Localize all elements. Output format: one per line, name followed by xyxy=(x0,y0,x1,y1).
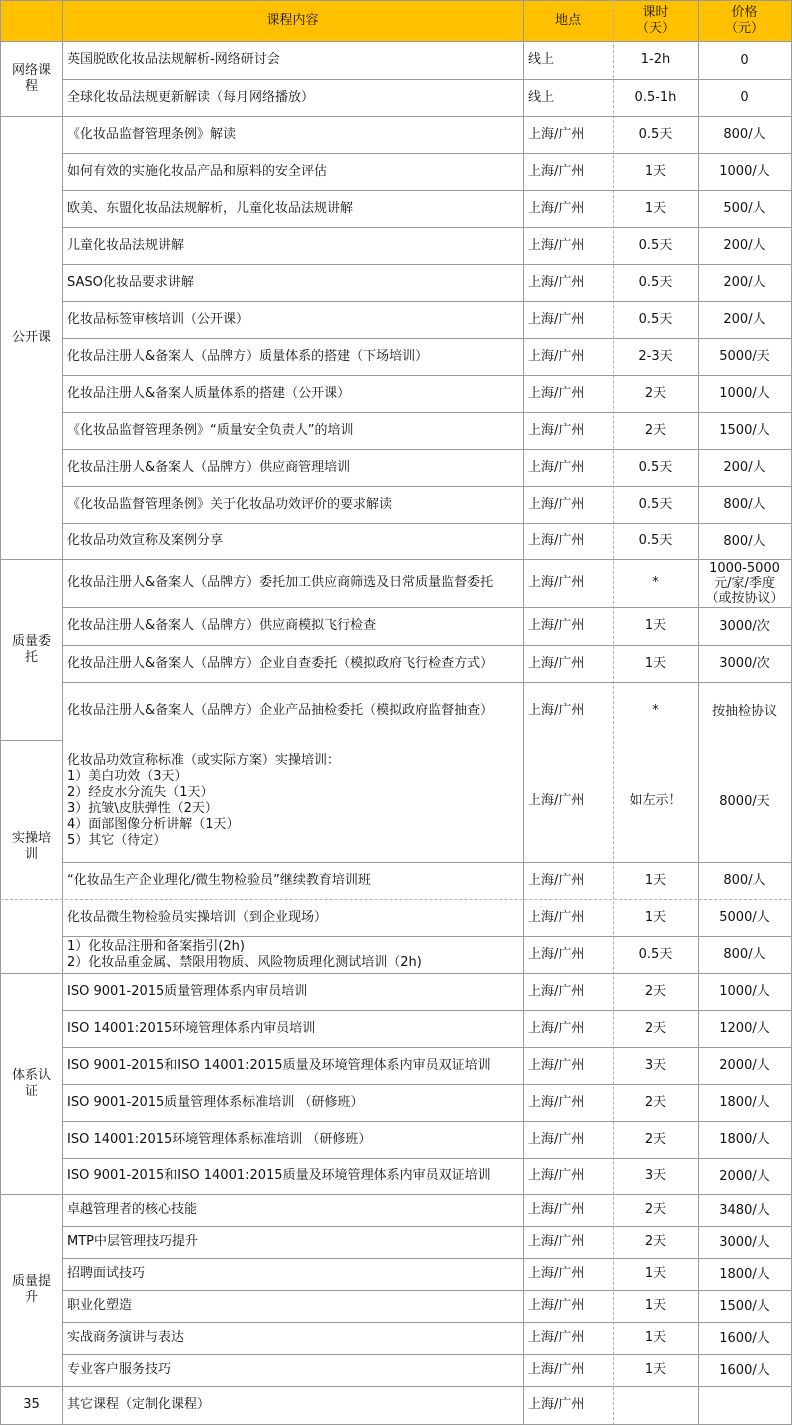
course-name: ISO 9001-2015和ISO 14001:2015质量及环境管理体系内审员双证培训 xyxy=(67,1168,491,1183)
row-divider xyxy=(62,412,792,413)
course-location: 上海/广州 xyxy=(528,274,585,290)
course-location: 上海/广州 xyxy=(528,983,585,999)
course-price: 800/人 xyxy=(723,873,766,888)
col-line xyxy=(523,0,524,1425)
row-divider xyxy=(62,375,792,376)
course-location: 上海/广州 xyxy=(528,422,585,438)
course-hours: 3天 xyxy=(644,1168,667,1183)
course-location: 上海/广州 xyxy=(528,1094,585,1110)
col-line xyxy=(698,0,699,1425)
course-name: 如何有效的实施化妆品产品和原料的安全评估 xyxy=(67,163,328,179)
row-divider xyxy=(62,862,792,863)
course-price: 3000/次 xyxy=(719,656,770,671)
course-hours: 1天 xyxy=(644,200,667,216)
section-divider xyxy=(0,1386,792,1387)
row-divider xyxy=(62,338,792,339)
row-divider xyxy=(62,264,792,265)
course-hours: 0.5-1h xyxy=(634,89,677,105)
section-divider xyxy=(0,116,792,117)
row-divider xyxy=(62,936,792,937)
course-price: 800/人 xyxy=(723,497,766,512)
course-location: 上海/广州 xyxy=(528,1266,585,1281)
row-divider xyxy=(62,1047,792,1048)
course-price: 1500/人 xyxy=(719,423,770,438)
header-hours: 课时 （天） xyxy=(613,1,698,41)
row-divider xyxy=(62,486,792,487)
course-price: 0 xyxy=(740,90,749,105)
course-name: 专业客户服务技巧 xyxy=(67,1362,172,1377)
course-name: 化妆品注册人&备案人（品牌方）企业产品抽检委托（模拟政府监督抽查） xyxy=(67,703,494,718)
course-location: 上海/广州 xyxy=(528,1234,585,1249)
row-divider-dashed xyxy=(0,899,792,901)
course-price: 1000/人 xyxy=(719,164,770,179)
course-hours: 1天 xyxy=(644,163,667,179)
row-divider xyxy=(62,190,792,191)
row-divider xyxy=(62,1290,792,1291)
course-name: ISO 9001-2015和ISO 14001:2015质量及环境管理体系内审员双证培训 xyxy=(67,1057,491,1073)
course-location: 上海/广州 xyxy=(528,459,585,475)
border-left xyxy=(0,0,1,1425)
course-hours: 1天 xyxy=(644,618,667,633)
row-divider xyxy=(62,1084,792,1085)
col-line xyxy=(62,0,63,1425)
course-name: “化妆品生产企业理化/微生物检验员”继续教育培训班 xyxy=(67,872,371,888)
course-name: ISO 9001-2015质量管理体系标准培训 （研修班） xyxy=(67,1094,364,1110)
course-price: 1800/人 xyxy=(719,1132,770,1147)
course-location: 上海/广州 xyxy=(528,1397,585,1412)
header-location: 地点 xyxy=(523,1,613,41)
course-location: 上海/广州 xyxy=(528,1057,585,1073)
row-divider xyxy=(62,1226,792,1227)
course-name: 化妆品功效宣称及案例分享 xyxy=(67,533,224,548)
course-location: 上海/广州 xyxy=(528,618,585,633)
row-divider xyxy=(62,1121,792,1122)
course-price: 5000/天 xyxy=(719,349,770,364)
course-location: 上海/广州 xyxy=(528,793,585,808)
course-name: 化妆品注册人&备案人（品牌方）质量体系的搭建（下场培训） xyxy=(67,348,429,364)
course-price: 3000/次 xyxy=(719,618,770,634)
course-location: 上海/广州 xyxy=(528,946,585,962)
spacer xyxy=(0,682,62,683)
course-location: 上海/广州 xyxy=(528,1020,585,1036)
course-price: 1800/人 xyxy=(719,1095,770,1110)
row-divider xyxy=(62,1258,792,1259)
course-name: 化妆品标签审核培训（公开课） xyxy=(67,311,250,327)
course-location: 上海/广州 xyxy=(528,237,585,253)
course-hours: * xyxy=(652,575,659,590)
course-hours: 2天 xyxy=(644,1202,667,1217)
course-location: 上海/广州 xyxy=(528,1131,585,1147)
course-location: 上海/广州 xyxy=(528,575,585,590)
row-divider xyxy=(62,301,792,302)
row-divider xyxy=(62,607,792,608)
course-hours: 0.5天 xyxy=(638,496,673,512)
course-name: 职业化塑造 xyxy=(67,1298,133,1313)
course-price: 2000/人 xyxy=(719,1168,770,1184)
course-name: 儿童化妆品法规讲解 xyxy=(67,237,185,253)
course-hours: 2天 xyxy=(644,1234,667,1249)
course-price: 1800/人 xyxy=(719,1266,770,1282)
course-name: MTP中层管理技巧提升 xyxy=(67,1234,198,1249)
course-price: 1600/人 xyxy=(719,1330,770,1346)
course-hours: 1天 xyxy=(644,1330,667,1345)
row-divider xyxy=(62,682,792,683)
course-hours: 2天 xyxy=(644,983,667,999)
course-price: 1200/人 xyxy=(719,1021,770,1036)
course-hours: 0.5天 xyxy=(638,946,673,962)
course-location: 线上 xyxy=(528,52,555,67)
row-divider xyxy=(62,153,792,154)
course-hours: 2天 xyxy=(644,1094,667,1110)
course-location: 上海/广州 xyxy=(528,200,585,216)
course-location: 上海/广州 xyxy=(528,703,585,718)
course-location: 上海/广州 xyxy=(528,872,585,888)
course-price: 800/人 xyxy=(723,947,766,962)
course-price xyxy=(698,1386,791,1424)
course-hours: 3天 xyxy=(644,1057,667,1073)
row-divider xyxy=(62,449,792,450)
header-course-content: 课程内容 xyxy=(62,1,523,41)
course-name: 英国脱欧化妆品法规解析-网络研讨会 xyxy=(67,52,280,67)
category-label: 公开课 xyxy=(11,329,51,345)
course-price: 3000/人 xyxy=(719,1234,770,1250)
course-name: 化妆品功效宣称标准（或实际方案）实操培训： 1）美白功效（3天） 2）经皮水分流失（1天） 3）抗皱\皮肤弹性（2天） 4）面部图像分析讲解（1天） 5）其它（待定） xyxy=(67,753,341,848)
category-label: 体系认证 xyxy=(11,1067,51,1099)
course-hours: 1天 xyxy=(644,1362,667,1377)
course-hours: 1-2h xyxy=(640,52,671,67)
course-name: 化妆品注册人&备案人（品牌方）供应商管理培训 xyxy=(67,459,351,475)
course-name: 化妆品注册人&备案人质量体系的搭建（公开课） xyxy=(67,385,351,401)
course-price: 1500/人 xyxy=(719,1298,770,1314)
course-hours: 2天 xyxy=(644,1020,667,1036)
course-price: 200/人 xyxy=(723,275,766,290)
course-location: 上海/广州 xyxy=(528,496,585,512)
course-name: 《化妆品监督管理条例》解读 xyxy=(67,126,237,142)
course-name: SASO化妆品要求讲解 xyxy=(67,274,194,290)
course-location: 上海/广州 xyxy=(528,1330,585,1345)
course-price: 200/人 xyxy=(723,238,766,253)
category-label: 实操培训 xyxy=(11,831,51,862)
course-location: 线上 xyxy=(528,89,555,105)
course-price: 800/人 xyxy=(723,127,766,142)
course-hours: 1天 xyxy=(644,655,667,671)
course-name: 欧美、东盟化妆品法规解析，儿童化妆品法规讲解 xyxy=(67,200,354,216)
course-location: 上海/广州 xyxy=(528,385,585,401)
course-hours: 1天 xyxy=(644,909,667,925)
course-name: ISO 14001:2015环境管理体系标准培训 （研修班） xyxy=(67,1131,372,1147)
row-divider xyxy=(62,1010,792,1011)
course-price: 8000/天 xyxy=(719,793,770,809)
course-price: 0 xyxy=(740,52,749,68)
course-hours: 1天 xyxy=(644,1266,667,1281)
category-label: 质量提升 xyxy=(11,1274,51,1305)
header-price: 价格 （元） xyxy=(698,1,791,41)
row-divider xyxy=(62,227,792,228)
course-name: 实战商务演讲与表达 xyxy=(67,1330,185,1345)
course-hours: 2天 xyxy=(644,385,667,401)
course-hours: 0.5天 xyxy=(638,237,673,253)
section-divider xyxy=(0,1194,792,1195)
row-divider xyxy=(62,1322,792,1323)
course-hours xyxy=(613,1386,698,1424)
row-divider xyxy=(62,1354,792,1355)
col-line-dashed xyxy=(613,0,615,1425)
course-hours: 2天 xyxy=(644,422,667,438)
section-divider xyxy=(0,973,792,974)
course-name: 化妆品注册人&备案人（品牌方）委托加工供应商筛选及日常质量监督委托 xyxy=(67,575,494,590)
course-price: 1000-5000元/家/季度（或按协议） xyxy=(705,560,784,606)
course-hours: 0.5天 xyxy=(638,126,673,142)
course-price: 800/人 xyxy=(723,533,766,549)
header-blank-cell xyxy=(1,1,62,41)
course-hours: 2天 xyxy=(644,1131,667,1147)
header-divider xyxy=(0,41,792,42)
course-location: 上海/广州 xyxy=(528,1362,585,1377)
course-location: 上海/广州 xyxy=(528,126,585,142)
course-location: 上海/广州 xyxy=(528,1202,585,1217)
course-location: 上海/广州 xyxy=(528,348,585,364)
course-location: 上海/广州 xyxy=(528,1298,585,1313)
course-price: 200/人 xyxy=(723,460,766,475)
row-divider xyxy=(62,645,792,646)
course-hours: 2-3天 xyxy=(638,348,673,364)
course-price: 1000/人 xyxy=(719,984,770,999)
course-name: ISO 14001:2015环境管理体系内审员培训 xyxy=(67,1020,316,1036)
course-hours: 0.5天 xyxy=(638,533,673,548)
course-name: 化妆品注册人&备案人（品牌方）供应商模拟飞行检查 xyxy=(67,618,377,633)
course-price: 2000/人 xyxy=(719,1058,770,1073)
course-hours: * xyxy=(652,703,659,718)
section-divider xyxy=(0,559,792,560)
course-name: 全球化妆品法规更新解读（每月网络播放） xyxy=(67,89,315,105)
category-label: 35 xyxy=(23,1397,40,1412)
row-divider xyxy=(62,523,792,524)
course-price: 500/人 xyxy=(723,201,766,216)
course-price: 1000/人 xyxy=(719,386,770,401)
course-hours: 0.5天 xyxy=(638,459,673,475)
course-price: 1600/人 xyxy=(719,1362,770,1378)
course-name: 其它课程（定制化课程） xyxy=(67,1397,211,1412)
category-label: 网络课程 xyxy=(11,62,51,94)
course-name: 《化妆品监督管理条例》关于化妆品功效评价的要求解读 xyxy=(67,496,393,512)
category-divider xyxy=(0,740,62,741)
course-price: 3480/人 xyxy=(719,1202,770,1218)
course-name: 化妆品注册人&备案人（品牌方）企业自查委托（模拟政府飞行检查方式） xyxy=(67,655,494,671)
row-divider xyxy=(62,79,792,80)
course-price: 按抽检协议 xyxy=(711,703,777,719)
course-location: 上海/广州 xyxy=(528,909,585,925)
course-location: 上海/广州 xyxy=(528,1168,585,1183)
category-label: 质量委托 xyxy=(11,633,51,665)
course-location: 上海/广州 xyxy=(528,163,585,179)
course-name: ISO 9001-2015质量管理体系内审员培训 xyxy=(67,983,308,999)
course-name: 化妆品微生物检验员实操培训（到企业现场） xyxy=(67,909,328,925)
course-hours: 0.5天 xyxy=(638,311,673,327)
border-bottom xyxy=(0,1424,792,1425)
course-hours: 1天 xyxy=(644,872,667,888)
course-price: 5000/人 xyxy=(719,910,770,925)
course-name: 1）化妆品注册和备案指引(2h) 2）化妆品重金属、禁限用物质、风险物质理化测试培训（2h) xyxy=(67,938,422,970)
course-hours: 0.5天 xyxy=(638,274,673,290)
course-name: 《化妆品监督管理条例》“质量安全负责人”的培训 xyxy=(67,422,354,438)
course-price: 200/人 xyxy=(723,312,766,327)
course-location: 上海/广州 xyxy=(528,533,585,548)
border-top xyxy=(0,0,792,1)
course-hours: 如左示！ xyxy=(629,793,682,808)
course-location: 上海/广州 xyxy=(528,655,585,671)
course-name: 卓越管理者的核心技能 xyxy=(67,1202,198,1217)
row-divider xyxy=(62,1158,792,1159)
course-hours: 1天 xyxy=(644,1298,667,1313)
course-name: 招聘面试技巧 xyxy=(67,1266,146,1281)
course-location: 上海/广州 xyxy=(528,311,585,327)
